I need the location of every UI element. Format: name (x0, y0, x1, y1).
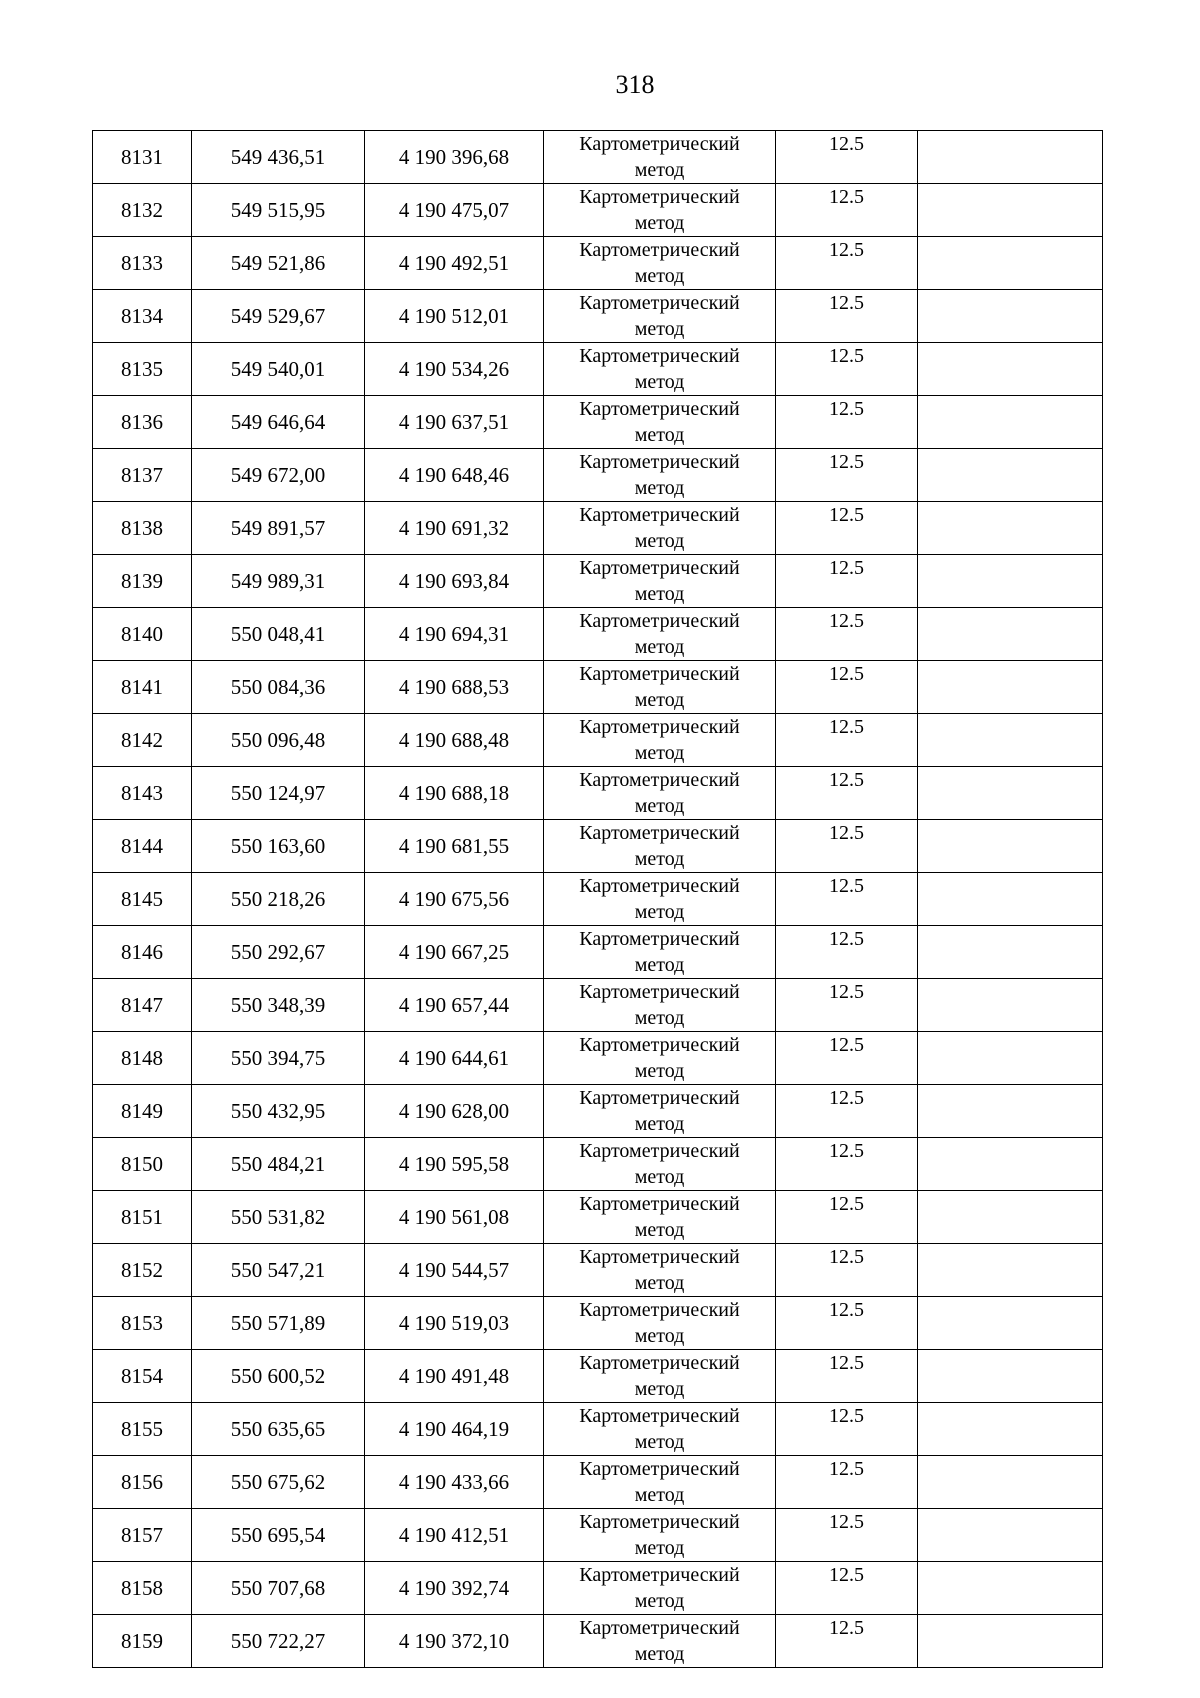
x-coordinate-cell: 550 600,52 (192, 1350, 365, 1403)
y-coordinate-cell: 4 190 512,01 (365, 290, 544, 343)
note-cell (918, 608, 1103, 661)
note-cell (918, 1615, 1103, 1668)
y-coordinate-cell: 4 190 681,55 (365, 820, 544, 873)
accuracy-code-cell: 12.5 (776, 1509, 918, 1562)
method-cell (544, 979, 776, 1032)
accuracy-code-cell: 12.5 (776, 131, 918, 184)
method-cell (544, 555, 776, 608)
method-line-2: метод (634, 1219, 685, 1241)
note-cell (918, 1403, 1103, 1456)
method-cell (544, 1244, 776, 1297)
accuracy-code-cell: 12.5 (776, 502, 918, 555)
y-coordinate-cell: 4 190 644,61 (365, 1032, 544, 1085)
point-id-cell: 8134 (93, 290, 192, 343)
method-cell (544, 820, 776, 873)
method-cell (544, 290, 776, 343)
y-coordinate-cell: 4 190 688,18 (365, 767, 544, 820)
method-line-2: метод (634, 901, 685, 923)
method-line-2: метод (634, 1537, 685, 1559)
table-row (93, 1509, 1103, 1562)
method-line-1: Картометрический (579, 875, 740, 897)
point-id-cell: 8136 (93, 396, 192, 449)
accuracy-code-cell: 12.5 (776, 1191, 918, 1244)
method-cell (544, 343, 776, 396)
method-cell (544, 1085, 776, 1138)
page-number: 318 (615, 70, 655, 99)
method-cell (544, 237, 776, 290)
y-coordinate-cell: 4 190 637,51 (365, 396, 544, 449)
point-id-cell: 8131 (93, 131, 192, 184)
table-row (93, 184, 1103, 237)
table-row (93, 1562, 1103, 1615)
method-line-1: Картометрический (579, 663, 740, 685)
method-line-2: метод (634, 530, 685, 552)
method-cell (544, 1509, 776, 1562)
method-line-1: Картометрический (579, 981, 740, 1003)
x-coordinate-cell: 550 292,67 (192, 926, 365, 979)
note-cell (918, 714, 1103, 767)
accuracy-code-cell: 12.5 (776, 1403, 918, 1456)
x-coordinate-cell: 549 891,57 (192, 502, 365, 555)
method-line-2: метод (634, 1484, 685, 1506)
y-coordinate-cell: 4 190 392,74 (365, 1562, 544, 1615)
x-coordinate-cell: 549 515,95 (192, 184, 365, 237)
method-cell (544, 1297, 776, 1350)
note-cell (918, 1456, 1103, 1509)
x-coordinate-cell: 550 348,39 (192, 979, 365, 1032)
x-coordinate-cell: 549 646,64 (192, 396, 365, 449)
y-coordinate-cell: 4 190 519,03 (365, 1297, 544, 1350)
y-coordinate-cell: 4 190 561,08 (365, 1191, 544, 1244)
method-line-1: Картометрический (579, 1617, 740, 1639)
note-cell (918, 1032, 1103, 1085)
y-coordinate-cell: 4 190 396,68 (365, 131, 544, 184)
accuracy-code-cell: 12.5 (776, 661, 918, 714)
accuracy-code-cell: 12.5 (776, 290, 918, 343)
x-coordinate-cell: 550 084,36 (192, 661, 365, 714)
y-coordinate-cell: 4 190 534,26 (365, 343, 544, 396)
table-row (93, 1350, 1103, 1403)
accuracy-code-cell: 12.5 (776, 1297, 918, 1350)
point-id-cell: 8150 (93, 1138, 192, 1191)
point-id-cell: 8140 (93, 608, 192, 661)
method-line-2: метод (634, 848, 685, 870)
table-row (93, 926, 1103, 979)
point-id-cell: 8133 (93, 237, 192, 290)
method-line-1: Картометрический (579, 769, 740, 791)
point-id-cell: 8135 (93, 343, 192, 396)
method-line-2: метод (634, 159, 685, 181)
note-cell (918, 979, 1103, 1032)
point-id-cell: 8151 (93, 1191, 192, 1244)
method-cell (544, 1350, 776, 1403)
y-coordinate-cell: 4 190 412,51 (365, 1509, 544, 1562)
table-row (93, 979, 1103, 1032)
coordinates-table (92, 130, 1103, 1668)
method-cell (544, 1032, 776, 1085)
accuracy-code-cell: 12.5 (776, 820, 918, 873)
accuracy-code-cell: 12.5 (776, 1562, 918, 1615)
method-line-2: метод (634, 1166, 685, 1188)
x-coordinate-cell: 550 484,21 (192, 1138, 365, 1191)
method-line-1: Картометрический (579, 451, 740, 473)
method-line-2: метод (634, 1060, 685, 1082)
table-row (93, 449, 1103, 502)
accuracy-code-cell: 12.5 (776, 1456, 918, 1509)
point-id-cell: 8148 (93, 1032, 192, 1085)
table-row (93, 1456, 1103, 1509)
method-cell (544, 131, 776, 184)
method-line-1: Картометрический (579, 1246, 740, 1268)
x-coordinate-cell: 550 048,41 (192, 608, 365, 661)
method-line-2: метод (634, 1007, 685, 1029)
method-line-1: Картометрический (579, 610, 740, 632)
point-id-cell: 8143 (93, 767, 192, 820)
method-cell (544, 449, 776, 502)
method-line-1: Картометрический (579, 292, 740, 314)
method-line-2: метод (634, 742, 685, 764)
x-coordinate-cell: 550 722,27 (192, 1615, 365, 1668)
y-coordinate-cell: 4 190 691,32 (365, 502, 544, 555)
y-coordinate-cell: 4 190 657,44 (365, 979, 544, 1032)
method-line-1: Картометрический (579, 186, 740, 208)
y-coordinate-cell: 4 190 693,84 (365, 555, 544, 608)
method-line-2: метод (634, 371, 685, 393)
method-line-1: Картометрический (579, 1140, 740, 1162)
method-line-1: Картометрический (579, 133, 740, 155)
method-cell (544, 926, 776, 979)
note-cell (918, 873, 1103, 926)
table-row (93, 237, 1103, 290)
table-row (93, 555, 1103, 608)
y-coordinate-cell: 4 190 544,57 (365, 1244, 544, 1297)
table-row (93, 131, 1103, 184)
method-line-2: метод (634, 1590, 685, 1612)
method-line-2: метод (634, 424, 685, 446)
accuracy-code-cell: 12.5 (776, 714, 918, 767)
y-coordinate-cell: 4 190 667,25 (365, 926, 544, 979)
method-line-1: Картометрический (579, 239, 740, 261)
method-line-2: метод (634, 1325, 685, 1347)
point-id-cell: 8158 (93, 1562, 192, 1615)
table-row (93, 767, 1103, 820)
point-id-cell: 8146 (93, 926, 192, 979)
table-row (93, 873, 1103, 926)
y-coordinate-cell: 4 190 675,56 (365, 873, 544, 926)
point-id-cell: 8142 (93, 714, 192, 767)
method-cell (544, 1138, 776, 1191)
method-line-2: метод (634, 212, 685, 234)
accuracy-code-cell: 12.5 (776, 873, 918, 926)
x-coordinate-cell: 550 218,26 (192, 873, 365, 926)
method-cell (544, 661, 776, 714)
x-coordinate-cell: 550 571,89 (192, 1297, 365, 1350)
note-cell (918, 290, 1103, 343)
method-line-2: метод (634, 795, 685, 817)
method-line-2: метод (634, 636, 685, 658)
accuracy-code-cell: 12.5 (776, 1138, 918, 1191)
table-row (93, 1085, 1103, 1138)
note-cell (918, 926, 1103, 979)
note-cell (918, 237, 1103, 290)
method-line-1: Картометрический (579, 1458, 740, 1480)
method-line-2: метод (634, 583, 685, 605)
y-coordinate-cell: 4 190 475,07 (365, 184, 544, 237)
point-id-cell: 8144 (93, 820, 192, 873)
method-line-2: метод (634, 477, 685, 499)
method-line-2: метод (634, 1643, 685, 1665)
accuracy-code-cell: 12.5 (776, 184, 918, 237)
method-line-2: метод (634, 954, 685, 976)
method-cell (544, 608, 776, 661)
point-id-cell: 8139 (93, 555, 192, 608)
point-id-cell: 8159 (93, 1615, 192, 1668)
point-id-cell: 8154 (93, 1350, 192, 1403)
point-id-cell: 8132 (93, 184, 192, 237)
table-row (93, 661, 1103, 714)
coordinates-table-body (93, 131, 1103, 1668)
table-row (93, 1297, 1103, 1350)
x-coordinate-cell: 550 547,21 (192, 1244, 365, 1297)
y-coordinate-cell: 4 190 688,48 (365, 714, 544, 767)
y-coordinate-cell: 4 190 491,48 (365, 1350, 544, 1403)
point-id-cell: 8138 (93, 502, 192, 555)
method-cell (544, 767, 776, 820)
table-row (93, 502, 1103, 555)
y-coordinate-cell: 4 190 492,51 (365, 237, 544, 290)
method-line-1: Картометрический (579, 1405, 740, 1427)
method-cell (544, 1191, 776, 1244)
table-row (93, 1032, 1103, 1085)
x-coordinate-cell: 550 707,68 (192, 1562, 365, 1615)
y-coordinate-cell: 4 190 595,58 (365, 1138, 544, 1191)
table-row (93, 714, 1103, 767)
method-line-1: Картометрический (579, 1193, 740, 1215)
accuracy-code-cell: 12.5 (776, 343, 918, 396)
x-coordinate-cell: 550 124,97 (192, 767, 365, 820)
method-cell (544, 1403, 776, 1456)
x-coordinate-cell: 549 989,31 (192, 555, 365, 608)
x-coordinate-cell: 550 695,54 (192, 1509, 365, 1562)
y-coordinate-cell: 4 190 464,19 (365, 1403, 544, 1456)
x-coordinate-cell: 549 436,51 (192, 131, 365, 184)
note-cell (918, 502, 1103, 555)
method-line-1: Картометрический (579, 557, 740, 579)
note-cell (918, 1562, 1103, 1615)
accuracy-code-cell: 12.5 (776, 767, 918, 820)
point-id-cell: 8147 (93, 979, 192, 1032)
method-line-2: метод (634, 1431, 685, 1453)
y-coordinate-cell: 4 190 433,66 (365, 1456, 544, 1509)
method-line-1: Картометрический (579, 1299, 740, 1321)
note-cell (918, 1191, 1103, 1244)
note-cell (918, 449, 1103, 502)
y-coordinate-cell: 4 190 694,31 (365, 608, 544, 661)
table-row (93, 1615, 1103, 1668)
point-id-cell: 8153 (93, 1297, 192, 1350)
table-row (93, 1403, 1103, 1456)
method-line-2: метод (634, 1378, 685, 1400)
x-coordinate-cell: 550 531,82 (192, 1191, 365, 1244)
method-cell (544, 502, 776, 555)
method-line-1: Картометрический (579, 1087, 740, 1109)
point-id-cell: 8155 (93, 1403, 192, 1456)
note-cell (918, 661, 1103, 714)
method-line-1: Картометрический (579, 1352, 740, 1374)
method-cell (544, 1456, 776, 1509)
point-id-cell: 8157 (93, 1509, 192, 1562)
method-line-1: Картометрический (579, 928, 740, 950)
x-coordinate-cell: 550 635,65 (192, 1403, 365, 1456)
note-cell (918, 1244, 1103, 1297)
accuracy-code-cell: 12.5 (776, 237, 918, 290)
y-coordinate-cell: 4 190 372,10 (365, 1615, 544, 1668)
x-coordinate-cell: 550 096,48 (192, 714, 365, 767)
y-coordinate-cell: 4 190 688,53 (365, 661, 544, 714)
note-cell (918, 131, 1103, 184)
method-line-1: Картометрический (579, 504, 740, 526)
table-row (93, 290, 1103, 343)
x-coordinate-cell: 549 521,86 (192, 237, 365, 290)
method-line-2: метод (634, 689, 685, 711)
note-cell (918, 1085, 1103, 1138)
method-line-1: Картометрический (579, 345, 740, 367)
table-row (93, 1244, 1103, 1297)
method-line-1: Картометрический (579, 1564, 740, 1586)
method-line-1: Картометрический (579, 1511, 740, 1533)
note-cell (918, 396, 1103, 449)
point-id-cell: 8152 (93, 1244, 192, 1297)
x-coordinate-cell: 550 163,60 (192, 820, 365, 873)
method-cell (544, 1615, 776, 1668)
note-cell (918, 820, 1103, 873)
method-line-2: метод (634, 265, 685, 287)
note-cell (918, 1297, 1103, 1350)
point-id-cell: 8156 (93, 1456, 192, 1509)
x-coordinate-cell: 550 394,75 (192, 1032, 365, 1085)
accuracy-code-cell: 12.5 (776, 396, 918, 449)
accuracy-code-cell: 12.5 (776, 1085, 918, 1138)
accuracy-code-cell: 12.5 (776, 1244, 918, 1297)
x-coordinate-cell: 550 675,62 (192, 1456, 365, 1509)
method-cell (544, 1562, 776, 1615)
method-cell (544, 184, 776, 237)
point-id-cell: 8145 (93, 873, 192, 926)
method-cell (544, 873, 776, 926)
point-id-cell: 8141 (93, 661, 192, 714)
method-cell (544, 714, 776, 767)
note-cell (918, 1350, 1103, 1403)
method-line-2: метод (634, 318, 685, 340)
x-coordinate-cell: 549 672,00 (192, 449, 365, 502)
table-row (93, 396, 1103, 449)
method-line-1: Картометрический (579, 822, 740, 844)
accuracy-code-cell: 12.5 (776, 926, 918, 979)
accuracy-code-cell: 12.5 (776, 1350, 918, 1403)
note-cell (918, 1509, 1103, 1562)
table-row (93, 1138, 1103, 1191)
table-row (93, 343, 1103, 396)
point-id-cell: 8137 (93, 449, 192, 502)
table-row (93, 608, 1103, 661)
note-cell (918, 767, 1103, 820)
note-cell (918, 343, 1103, 396)
method-line-2: метод (634, 1113, 685, 1135)
accuracy-code-cell: 12.5 (776, 608, 918, 661)
method-line-1: Картометрический (579, 1034, 740, 1056)
y-coordinate-cell: 4 190 648,46 (365, 449, 544, 502)
x-coordinate-cell: 550 432,95 (192, 1085, 365, 1138)
accuracy-code-cell: 12.5 (776, 1032, 918, 1085)
table-row (93, 1191, 1103, 1244)
method-line-1: Картометрический (579, 398, 740, 420)
accuracy-code-cell: 12.5 (776, 449, 918, 502)
method-line-2: метод (634, 1272, 685, 1294)
accuracy-code-cell: 12.5 (776, 1615, 918, 1668)
method-cell (544, 396, 776, 449)
point-id-cell: 8149 (93, 1085, 192, 1138)
accuracy-code-cell: 12.5 (776, 555, 918, 608)
x-coordinate-cell: 549 540,01 (192, 343, 365, 396)
note-cell (918, 1138, 1103, 1191)
x-coordinate-cell: 549 529,67 (192, 290, 365, 343)
accuracy-code-cell: 12.5 (776, 979, 918, 1032)
table-row (93, 820, 1103, 873)
y-coordinate-cell: 4 190 628,00 (365, 1085, 544, 1138)
method-line-1: Картометрический (579, 716, 740, 738)
note-cell (918, 555, 1103, 608)
note-cell (918, 184, 1103, 237)
